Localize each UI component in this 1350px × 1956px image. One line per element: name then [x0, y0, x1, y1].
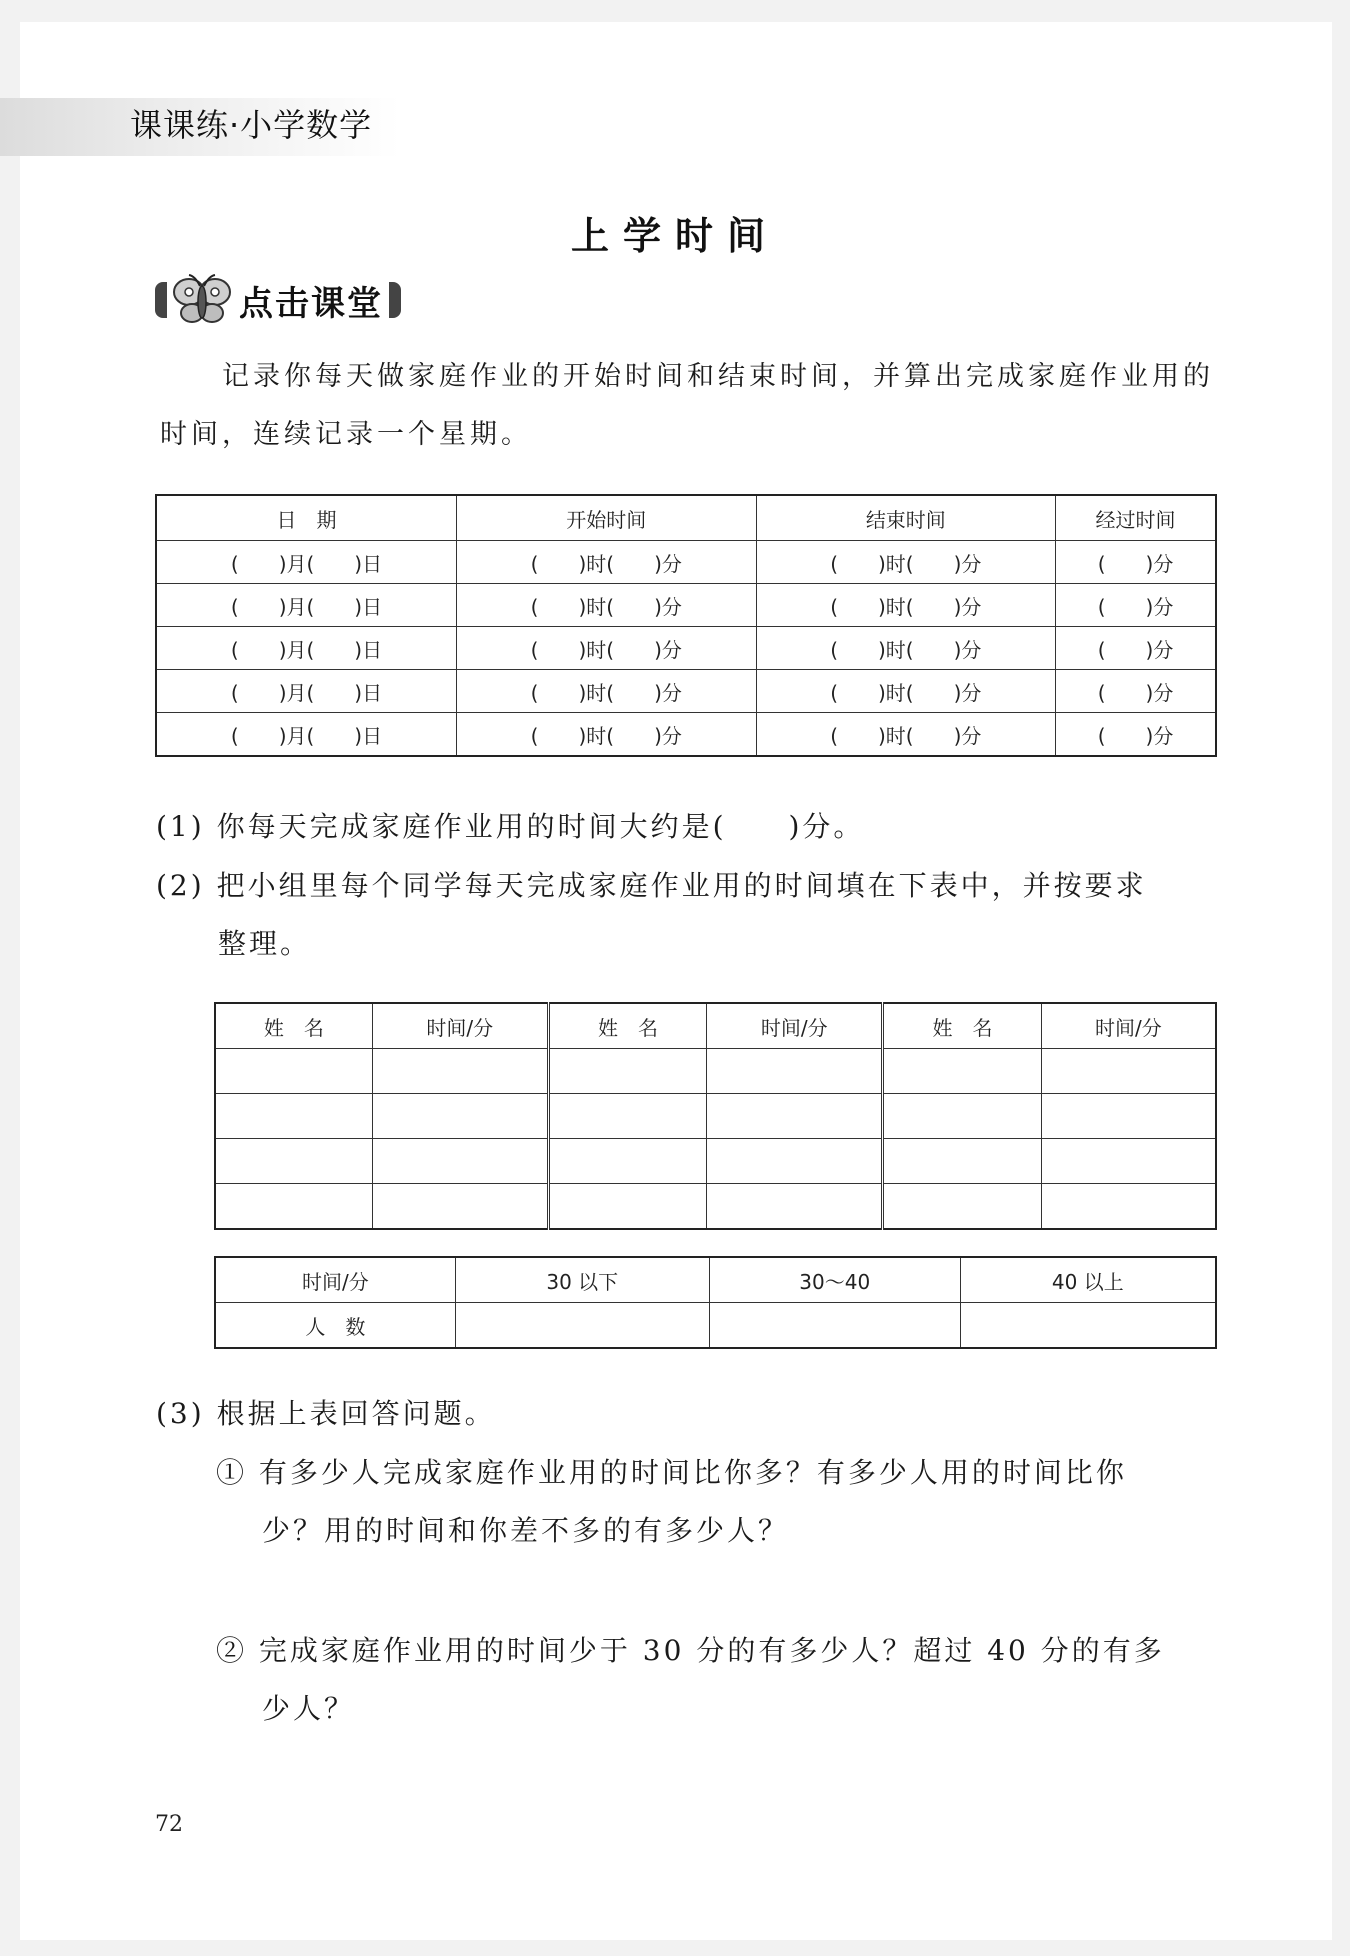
table-header-row — [215, 1003, 1216, 1049]
blank-cell[interactable] — [707, 1184, 883, 1230]
record-table-body — [156, 541, 1216, 757]
blank-cell[interactable] — [960, 1303, 1216, 1349]
blank-cell[interactable] — [215, 1139, 372, 1184]
book-title: 课课练·小学数学 — [130, 106, 373, 144]
fill-in-cell[interactable]: ( )月( )日 — [156, 670, 457, 713]
blank-cell[interactable] — [883, 1094, 1042, 1139]
table-row — [215, 1049, 1216, 1094]
table-row — [215, 1303, 1216, 1349]
fill-in-cell[interactable]: ( )时( )分 — [756, 713, 1056, 757]
blank-cell[interactable] — [1041, 1139, 1216, 1184]
blank-cell[interactable] — [215, 1049, 372, 1094]
question-2-line-1: (2) 把小组里每个同学每天完成家庭作业用的时间填在下表中，并按要求 — [156, 869, 1147, 902]
column-header: 经过时间 — [1056, 495, 1216, 541]
question-3-2-line-1: ② 完成家庭作业用的时间少于 30 分的有多少人？超过 40 分的有多 — [216, 1634, 1165, 1667]
blank-cell[interactable] — [372, 1184, 548, 1230]
fill-in-cell[interactable]: ( )分 — [1056, 584, 1216, 627]
blank-cell[interactable] — [548, 1094, 707, 1139]
fill-in-cell[interactable]: ( )月( )日 — [156, 627, 457, 670]
intro-paragraph: 记录你每天做家庭作业的开始时间和结束时间，并算出完成家庭作业用的时间，连续记录一个星期。 — [160, 361, 1214, 450]
blank-cell[interactable] — [548, 1184, 707, 1230]
table-row — [156, 670, 1216, 713]
section-badge — [155, 272, 401, 328]
fill-in-cell[interactable]: ( )时( )分 — [756, 584, 1056, 627]
blank-cell[interactable] — [372, 1049, 548, 1094]
blank-cell[interactable] — [709, 1303, 960, 1349]
blank-cell[interactable] — [707, 1139, 883, 1184]
fill-in-cell[interactable]: ( )月( )日 — [156, 541, 457, 584]
table-row — [156, 584, 1216, 627]
column-header: 结束时间 — [756, 495, 1056, 541]
column-header: 30 以下 — [455, 1257, 709, 1303]
fill-in-cell[interactable]: ( )分 — [1056, 670, 1216, 713]
section-label: 点击课堂 — [239, 283, 383, 324]
table-row — [156, 627, 1216, 670]
fill-in-cell[interactable]: ( )时( )分 — [756, 541, 1056, 584]
question-2-line-2: 整理。 — [218, 927, 312, 960]
fill-in-cell[interactable]: ( )时( )分 — [756, 670, 1056, 713]
fill-in-cell[interactable]: ( )月( )日 — [156, 713, 457, 757]
fill-in-cell[interactable]: ( )时( )分 — [756, 627, 1056, 670]
group-table-body — [215, 1049, 1216, 1230]
column-header: 日 期 — [156, 495, 457, 541]
blank-cell[interactable] — [707, 1049, 883, 1094]
question-3-2 — [216, 1622, 1216, 1738]
blank-cell[interactable] — [215, 1094, 372, 1139]
blank-cell[interactable] — [1041, 1049, 1216, 1094]
fill-in-cell[interactable]: ( )分 — [1056, 627, 1216, 670]
blank-cell[interactable] — [883, 1139, 1042, 1184]
fill-in-cell[interactable]: ( )时( )分 — [457, 584, 757, 627]
fill-in-cell[interactable]: ( )时( )分 — [457, 670, 757, 713]
table-row — [215, 1139, 1216, 1184]
column-header: 开始时间 — [457, 495, 757, 541]
column-header: 姓 名 — [215, 1003, 372, 1049]
badge-right-cap — [389, 282, 401, 318]
blank-cell[interactable] — [1041, 1094, 1216, 1139]
lesson-title: 上学时间 — [570, 214, 779, 258]
table-header-row — [156, 495, 1216, 541]
question-3-1-line-1: ① 有多少人完成家庭作业用的时间比你多？有多少人用的时间比你 — [216, 1456, 1127, 1489]
table-row — [156, 713, 1216, 757]
question-1: (1) 你每天完成家庭作业用的时间大约是( )分。 — [156, 810, 865, 843]
question-2 — [156, 857, 1218, 973]
fill-in-cell[interactable]: ( )时( )分 — [457, 541, 757, 584]
column-header: 姓 名 — [548, 1003, 707, 1049]
column-header: 姓 名 — [883, 1003, 1042, 1049]
blank-cell[interactable] — [883, 1184, 1042, 1230]
column-header: 时间/分 — [1041, 1003, 1216, 1049]
question-3-1-line-2: 少？用的时间和你差不多的有多少人？ — [262, 1514, 790, 1547]
table-row — [215, 1184, 1216, 1230]
column-header: 40 以上 — [960, 1257, 1216, 1303]
blank-cell[interactable] — [548, 1049, 707, 1094]
blank-cell[interactable] — [548, 1139, 707, 1184]
row-label: 人 数 — [215, 1303, 455, 1349]
page-number: 72 — [155, 1812, 183, 1837]
summary-table — [214, 1256, 1217, 1349]
blank-cell[interactable] — [455, 1303, 709, 1349]
group-time-table — [214, 1002, 1217, 1230]
badge-left-cap — [155, 282, 167, 318]
butterfly-icon — [167, 272, 237, 328]
table-row — [156, 541, 1216, 584]
blank-cell[interactable] — [707, 1094, 883, 1139]
question-3-1 — [216, 1444, 1216, 1560]
column-header: 时间/分 — [707, 1003, 883, 1049]
table-row — [215, 1094, 1216, 1139]
blank-cell[interactable] — [1041, 1184, 1216, 1230]
fill-in-cell[interactable]: ( )时( )分 — [457, 627, 757, 670]
blank-cell[interactable] — [883, 1049, 1042, 1094]
column-header: 30～40 — [709, 1257, 960, 1303]
blank-cell[interactable] — [215, 1184, 372, 1230]
blank-cell[interactable] — [372, 1139, 548, 1184]
table-row — [215, 1257, 1216, 1303]
column-header: 时间/分 — [372, 1003, 548, 1049]
fill-in-cell[interactable]: ( )分 — [1056, 541, 1216, 584]
fill-in-cell[interactable]: ( )时( )分 — [457, 713, 757, 757]
question-3-2-line-2: 少人？ — [262, 1692, 356, 1725]
fill-in-cell[interactable]: ( )分 — [1056, 713, 1216, 757]
blank-cell[interactable] — [372, 1094, 548, 1139]
homework-record-table — [155, 494, 1217, 757]
question-3: (3) 根据上表回答问题。 — [156, 1397, 496, 1430]
fill-in-cell[interactable]: ( )月( )日 — [156, 584, 457, 627]
row-label: 时间/分 — [215, 1257, 455, 1303]
